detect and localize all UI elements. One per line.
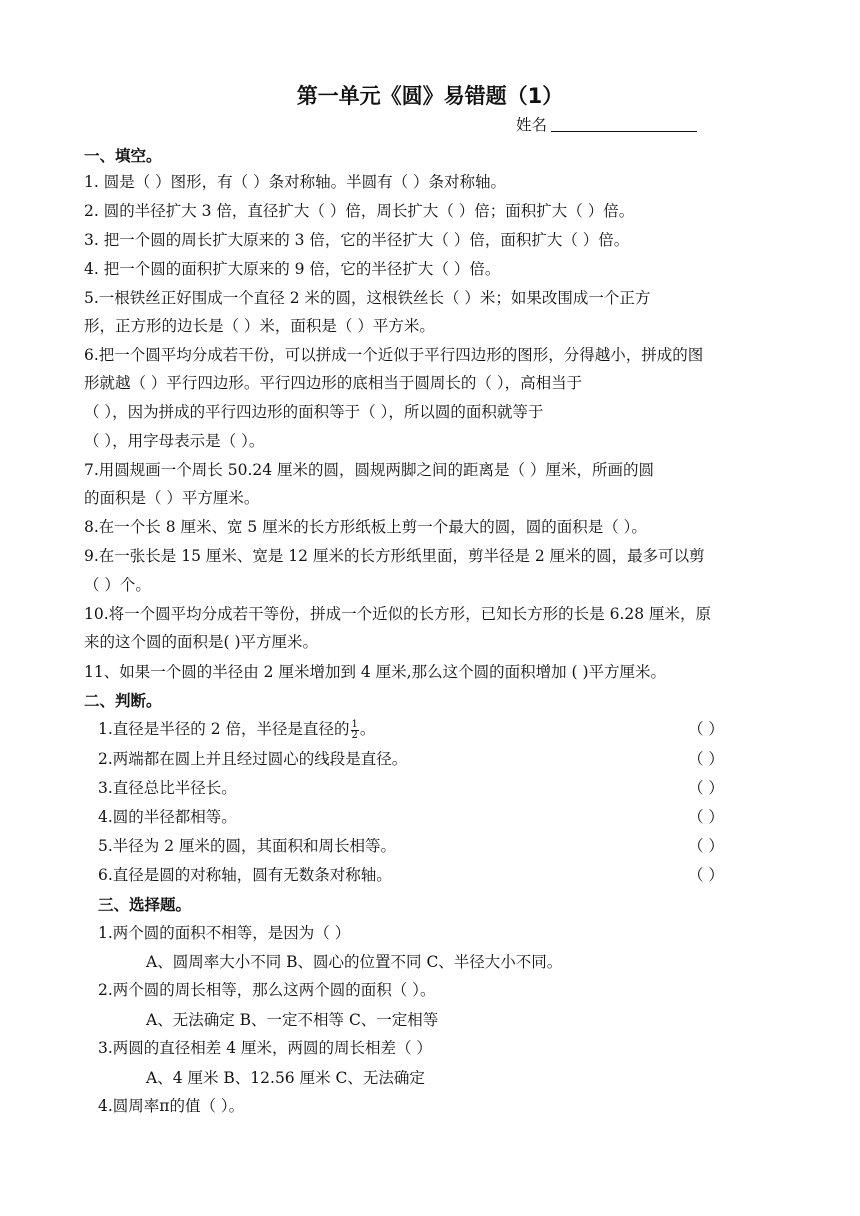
- fill-q7-line1: 7.用圆规画一个周长 50.24 厘米的圆，圆规两脚之间的距离是（ ）厘米，所画的圆: [84, 461, 654, 479]
- judge-q1: [98, 717, 790, 741]
- fill-q8: 8.在一个长 8 厘米、宽 5 厘米的长方形纸板上剪一个最大的圆，圆的面积是（ ）。: [84, 518, 647, 536]
- judge-answer-5[interactable]: （ ）: [688, 837, 724, 855]
- choice-q3: 3.两圆的直径相差 4 厘米，两圆的周长相差（ ）: [98, 1039, 432, 1057]
- fill-q1: 1. 圆是（ ）图形，有（ ）条对称轴。半圆有（ ）条对称轴。: [84, 173, 506, 191]
- judge-q5: 5.半径为 2 厘米的圆，其面积和周长相等。: [98, 837, 397, 855]
- fill-q6-line1: 6.把一个圆平均分成若干份，可以拼成一个近似于平行四边形的图形，分得越小，拼成的图: [84, 346, 704, 364]
- fill-q3: 3. 把一个圆的周长扩大原来的 3 倍，它的半径扩大（ ）倍，面积扩大（ ）倍。: [84, 231, 630, 249]
- fill-q7-line2: 的面积是（ ）平方厘米。: [84, 489, 260, 507]
- choice-q2-options: A、无法确定 B、一定不相等 C、一定相等: [146, 1011, 439, 1029]
- choice-q3-options: A、4 厘米 B、12.56 厘米 C、无法确定: [146, 1069, 425, 1087]
- judge-q1-end: 。: [359, 720, 376, 738]
- judge-answer-1[interactable]: （ ）: [688, 720, 724, 738]
- name-label: 姓名: [516, 116, 548, 134]
- section-heading-choice: 三、选择题。: [98, 896, 192, 914]
- choice-q1: 1.两个圆的面积不相等，是因为（ ）: [98, 924, 351, 942]
- judge-q4: 4.圆的半径都相等。: [98, 808, 237, 826]
- judge-answer-4[interactable]: （ ）: [688, 808, 724, 826]
- judge-q6: 6.直径是圆的对称轴，圆有无数条对称轴。: [98, 866, 392, 884]
- fill-q2: 2. 圆的半径扩大 3 倍，直径扩大（ ）倍，周长扩大（ ）倍；面积扩大（ ）倍。: [84, 202, 635, 220]
- choice-q2: 2.两个圆的周长相等，那么这两个圆的面积（ ）。: [98, 981, 436, 999]
- fraction-one-half: [351, 720, 359, 741]
- fill-q6-line2: 形就越（ ）平行四边形。平行四边形的底相当于圆周长的（ ），高相当于: [84, 374, 583, 392]
- fill-q4: 4. 把一个圆的面积扩大原来的 9 倍，它的半径扩大（ ）倍。: [84, 260, 501, 278]
- fill-q11: 11、如果一个圆的半径由 2 厘米增加到 4 厘米,那么这个圆的面积增加 ( )平方厘米。: [84, 663, 667, 681]
- choice-q1-options: A、圆周率大小不同 B、圆心的位置不同 C、半径大小不同。: [146, 953, 563, 971]
- fraction-numerator: 1: [351, 718, 358, 730]
- judge-q2: 2.两端都在圆上并且经过圆心的线段是直径。: [98, 750, 408, 768]
- section-heading-fill-in: 一、填空。: [84, 147, 162, 165]
- fill-q6-line4: （ ），用字母表示是（ ）。: [84, 432, 265, 450]
- judge-q1-text: 1.直径是半径的 2 倍，半径是直径的: [98, 720, 350, 738]
- fill-q9-line1: 9.在一张长是 15 厘米、宽是 12 厘米的长方形纸里面，剪半径是 2 厘米的圆，最多可以剪: [84, 547, 705, 565]
- fill-q9-line2: （ ）个。: [84, 576, 151, 594]
- page-title: 第一单元《圆》易错题（1）: [296, 84, 564, 108]
- fill-q5-line1: 5.一根铁丝正好围成一个直径 2 米的圆，这根铁丝长（ ）米；如果改围成一个正方: [84, 289, 651, 307]
- section-heading-judge: 二、判断。: [84, 692, 162, 710]
- judge-answer-2[interactable]: （ ）: [688, 750, 724, 768]
- judge-answer-6[interactable]: （ ）: [688, 866, 724, 884]
- fraction-denominator: 2: [351, 729, 358, 741]
- name-blank[interactable]: [551, 131, 697, 132]
- fill-q5-line2: 形，正方形的边长是（ ）米，面积是（ ）平方米。: [84, 317, 435, 335]
- fill-q10-line1: 10.将一个圆平均分成若干等份，拼成一个近似的长方形，已知长方形的长是 6.28 厘米，原: [84, 605, 712, 623]
- fill-q10-line2: 来的这个圆的面积是( )平方厘米。: [84, 633, 319, 651]
- fill-q6-line3: （ ），因为拼成的平行四边形的面积等于（ ），所以圆的面积就等于: [84, 403, 544, 421]
- judge-q3: 3.直径总比半径长。: [98, 779, 237, 797]
- judge-answer-3[interactable]: （ ）: [688, 779, 724, 797]
- choice-q4: 4.圆周率π的值（ ）。: [98, 1097, 245, 1115]
